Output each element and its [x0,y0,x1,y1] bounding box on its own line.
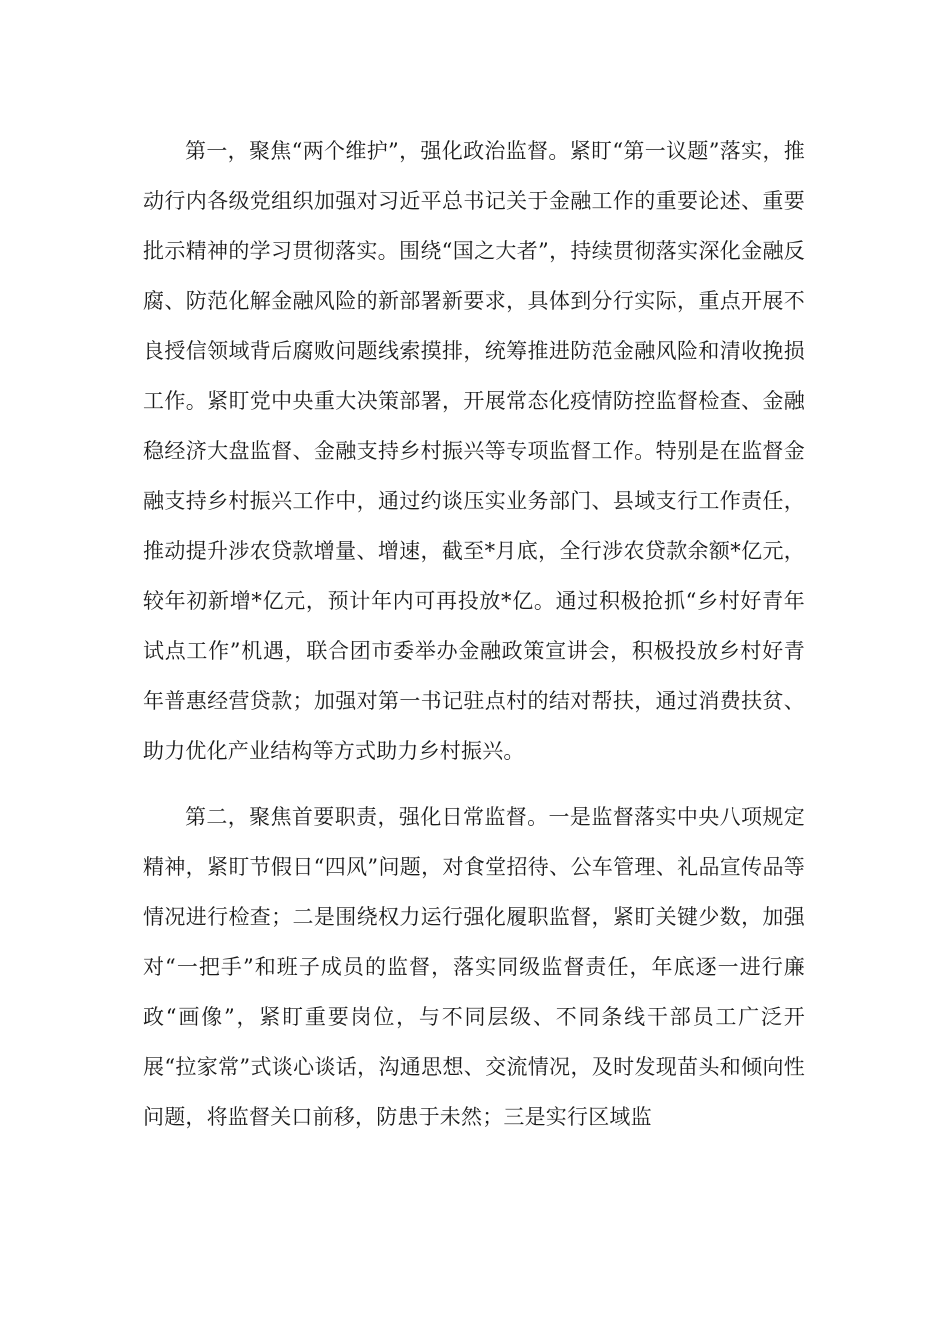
paragraph-political-supervision: 第一，聚焦“两个维护”，强化政治监督。紧盯“第一议题”落实，推动行内各级党组织加强对习近平总书记关于金融工作的重要论述、重要批示精神的学习贯彻落实。围绕“国之大者”，持续贯彻落实深化金融反腐、防范化解金融风险的新部署新要求，具体到分行实际，重点开展不良授信领域背后腐败问题线索摸排，统筹推进防范金融风险和清收挽损工作。紧盯党中央重大决策部署，开展常态化疫情防控监督检查、金融稳经济大盘监督、金融支持乡村振兴等专项监督工作。特别是在监督金融支持乡村振兴工作中，通过约谈压实业务部门、县域支行工作责任，推动提升涉农贷款增量、增速，截至*月底，全行涉农贷款余额*亿元，较年初新增*亿元，预计年内可再投放*亿。通过积极抢抓“乡村好青年试点工作”机遇，联合团市委举办金融政策宣讲会，积极投放乡村好青年普惠经营贷款；加强对第一书记驻点村的结对帮扶，通过消费扶贫、助力优化产业结构等方式助力乡村振兴。 [143,139,805,763]
document-body [143,126,805,1142]
paragraph-daily-supervision: 第二，聚焦首要职责，强化日常监督。一是监督落实中央八项规定精神，紧盯节假日“四风”问题，对食堂招待、公车管理、礼品宣传品等情况进行检查；二是围绕权力运行强化履职监督，紧盯关键少数，加强对“一把手”和班子成员的监督，落实同级监督责任，年底逐一进行廉政“画像”，紧盯重要岗位，与不同层级、不同条线干部员工广泛开展“拉家常”式谈心谈话，沟通思想、交流情况，及时发现苗头和倾向性问题，将监督关口前移，防患于未然；三是实行区域监 [143,805,805,1129]
